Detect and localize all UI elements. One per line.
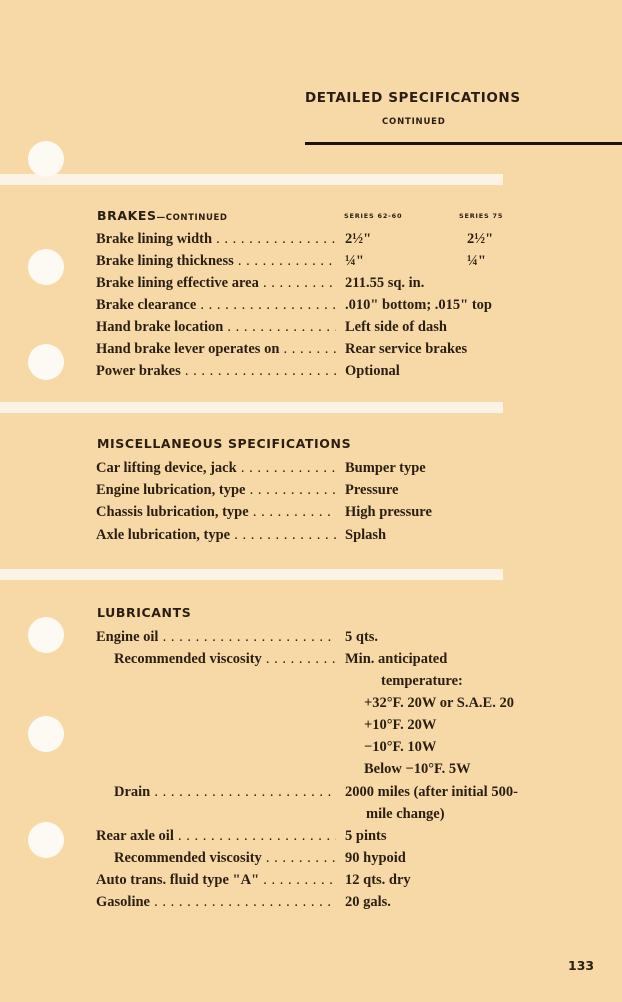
spec-value-series-75: 2½" xyxy=(467,231,494,247)
spec-value: .010" bottom; .015" top xyxy=(345,297,492,313)
header-rule xyxy=(305,142,622,145)
spec-label: Rear axle oil . . . xyxy=(96,825,336,847)
spec-label: Engine lubrication, type . . . xyxy=(96,479,336,501)
spec-label: Chassis lubrication, type . . . xyxy=(96,501,336,523)
spec-value: Left side of dash xyxy=(345,319,447,335)
spec-value: 2½" xyxy=(345,231,372,247)
binder-hole xyxy=(28,617,64,653)
divider-band xyxy=(0,402,503,413)
drain-continuation: mile change) xyxy=(366,806,445,822)
spec-value: Bumper type xyxy=(345,460,426,476)
spec-value: ¼" xyxy=(345,253,364,269)
spec-label: Axle lubrication, type . . . xyxy=(96,524,336,546)
misc-heading: MISCELLANEOUS SPECIFICATIONS xyxy=(97,436,352,451)
spec-value: 5 pints xyxy=(345,828,387,844)
viscosity-line: +32°F. 20W or S.A.E. 20 xyxy=(364,695,514,711)
page-title: DETAILED SPECIFICATIONS xyxy=(305,90,521,106)
spec-value: 20 gals. xyxy=(345,894,391,910)
viscosity-line: −10°F. 10W xyxy=(364,739,437,755)
column-header-series-75: SERIES 75 xyxy=(459,212,504,220)
spec-label: Car lifting device, jack . . . xyxy=(96,457,336,479)
binder-hole xyxy=(28,716,64,752)
spec-label: Brake clearance . . . xyxy=(96,294,336,316)
brakes-heading-suffix: —CONTINUED xyxy=(156,213,228,223)
spec-value: 2000 miles (after initial 500- xyxy=(345,784,518,800)
spec-label: Hand brake location . . . xyxy=(96,316,336,338)
spec-value: 5 qts. xyxy=(345,629,379,645)
spec-value: 211.55 sq. in. xyxy=(345,275,425,291)
binder-hole xyxy=(28,141,64,177)
binder-hole xyxy=(28,344,64,380)
viscosity-line: temperature: xyxy=(381,673,463,689)
spec-label: Auto trans. fluid type "A" . . . xyxy=(96,869,336,891)
spec-label: Gasoline . . . xyxy=(96,891,336,913)
binder-hole xyxy=(28,249,64,285)
spec-label: Recommended viscosity . . . xyxy=(114,648,336,670)
divider-band xyxy=(0,569,503,580)
viscosity-line: Below −10°F. 5W xyxy=(364,761,471,777)
viscosity-line: +10°F. 20W xyxy=(364,717,437,733)
spec-value: Rear service brakes xyxy=(345,341,468,357)
spec-value: Min. anticipated xyxy=(345,651,448,667)
page-number: 133 xyxy=(568,958,595,973)
spec-label: Brake lining effective area . . . xyxy=(96,272,336,294)
page-subtitle: CONTINUED xyxy=(382,117,446,127)
spec-label: Recommended viscosity . . . xyxy=(114,847,336,869)
lubricants-heading: LUBRICANTS xyxy=(97,605,192,620)
spec-value-series-75: ¼" xyxy=(467,253,486,269)
spec-value: Splash xyxy=(345,527,387,543)
spec-value: 90 hypoid xyxy=(345,850,406,866)
spec-label: Drain . . . xyxy=(114,781,336,803)
spec-label: Brake lining width . . . xyxy=(96,228,336,250)
spec-value: Optional xyxy=(345,363,400,379)
column-header-series-62-60: SERIES 62-60 xyxy=(344,212,403,220)
brakes-heading-text: BRAKES xyxy=(97,208,157,223)
spec-value: Pressure xyxy=(345,482,399,498)
spec-label: Power brakes . . . xyxy=(96,360,336,382)
spec-label: Engine oil . . . xyxy=(96,626,336,648)
spec-label: Hand brake lever operates on . . . xyxy=(96,338,336,360)
binder-hole xyxy=(28,822,64,858)
spec-value: High pressure xyxy=(345,504,432,520)
spec-label: Brake lining thickness . . . xyxy=(96,250,336,272)
brakes-heading xyxy=(97,208,228,223)
divider-band xyxy=(0,174,503,185)
spec-value: 12 qts. dry xyxy=(345,872,411,888)
